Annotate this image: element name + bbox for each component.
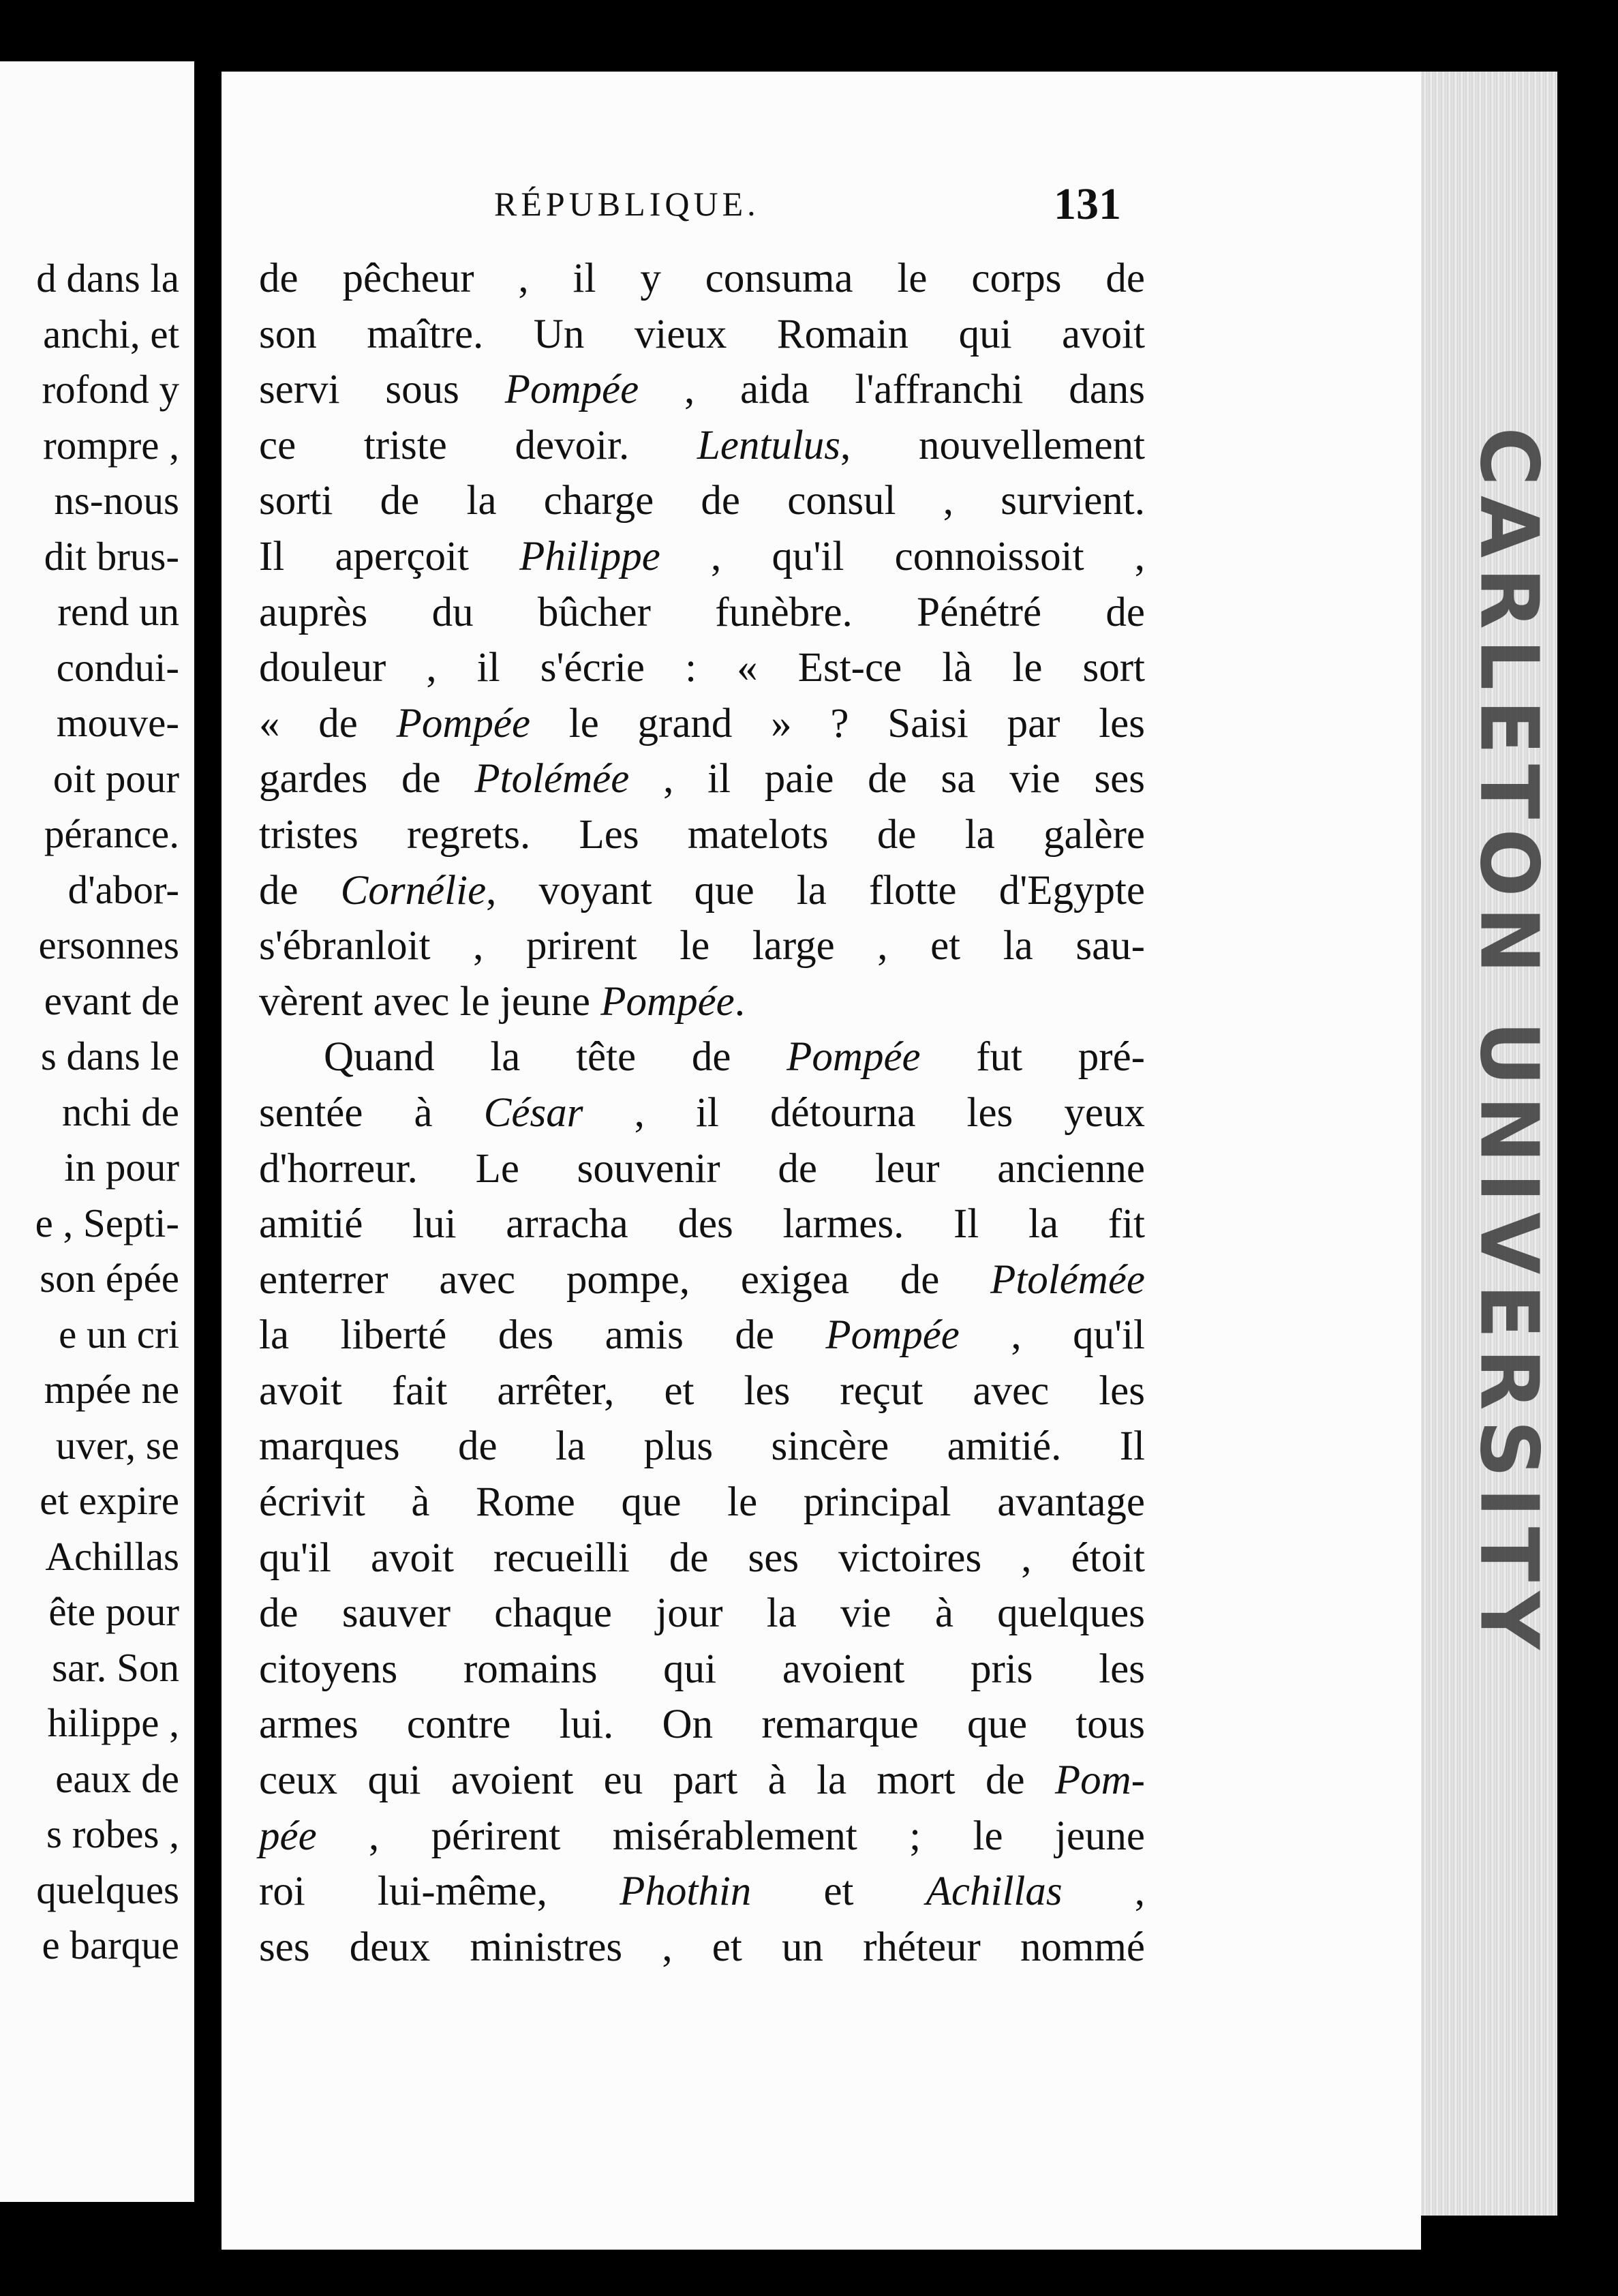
text-line bbox=[259, 1252, 1145, 1308]
text-run: sentée à bbox=[259, 1089, 484, 1136]
text-run: . bbox=[734, 978, 745, 1025]
text-line bbox=[259, 362, 1145, 418]
italic-name: Pompée bbox=[504, 367, 639, 413]
text-line bbox=[259, 863, 1145, 919]
text-line bbox=[259, 696, 1145, 752]
italic-name: Lentulus bbox=[697, 422, 841, 468]
text-line bbox=[259, 1864, 1145, 1920]
left-page-line: rompre , bbox=[43, 422, 179, 468]
italic-name: Pompée bbox=[787, 1034, 921, 1081]
text-run: servi sous bbox=[259, 367, 505, 413]
text-line bbox=[259, 1029, 1145, 1085]
text-run: amitié lui arracha des larmes. Il la fit bbox=[259, 1201, 1145, 1248]
text-run: s'ébranloit , prirent le large , et la sau- bbox=[259, 923, 1145, 969]
text-run: fut pré- bbox=[920, 1034, 1145, 1081]
text-run: son maître. Un vieux Romain qui avoit bbox=[259, 311, 1145, 357]
text-line bbox=[259, 1809, 1145, 1864]
text-line bbox=[259, 1697, 1145, 1753]
text-run: , nouvellement bbox=[840, 422, 1145, 468]
italic-name: César bbox=[483, 1089, 583, 1136]
left-page-line: dit brus- bbox=[44, 533, 179, 579]
text-line bbox=[259, 1586, 1145, 1642]
text-line bbox=[259, 640, 1145, 696]
left-page-line: mouve- bbox=[56, 700, 179, 745]
italic-name: Pompée bbox=[825, 1312, 960, 1359]
left-page-line: e , Septi- bbox=[35, 1200, 179, 1245]
left-page-line: uver, se bbox=[55, 1422, 179, 1468]
library-stamp-text: CARLETON UNIVERSITY bbox=[1463, 427, 1557, 1659]
left-page-line: condui- bbox=[56, 644, 179, 690]
left-page-line: anchi, et bbox=[43, 311, 179, 357]
italic-name: pée bbox=[259, 1813, 317, 1859]
left-page-line: d'abor- bbox=[67, 866, 179, 912]
text-line bbox=[259, 918, 1145, 974]
text-line bbox=[259, 974, 1145, 1030]
text-run: citoyens romains qui avoient pris les bbox=[259, 1646, 1145, 1692]
text-line bbox=[259, 1141, 1145, 1197]
left-page-line: et expire bbox=[40, 1478, 179, 1523]
left-page-line: rend un bbox=[57, 589, 179, 634]
text-run: marques de la plus sincère amitié. Il bbox=[259, 1423, 1145, 1470]
text-line bbox=[259, 807, 1145, 863]
italic-name: Ptolémée bbox=[474, 756, 630, 802]
text-run: le grand » ? Saisi par les bbox=[530, 700, 1145, 746]
text-run: d'horreur. Le souvenir de leur ancienne bbox=[259, 1145, 1145, 1192]
text-run: de pêcheur , il y consuma le corps de bbox=[259, 256, 1145, 301]
text-line bbox=[259, 1419, 1145, 1475]
text-run: , il détourna les yeux bbox=[583, 1089, 1145, 1136]
text-run: qu'il avoit recueilli de ses victoires , étoit bbox=[259, 1535, 1145, 1581]
italic-name: Phothin bbox=[620, 1869, 752, 1915]
left-page-line: d dans la bbox=[36, 256, 179, 301]
text-run: , aida l'affranchi dans bbox=[639, 367, 1146, 413]
text-run: et bbox=[751, 1869, 926, 1915]
left-page-line: pérance. bbox=[44, 811, 179, 856]
left-page-line: ersonnes bbox=[38, 922, 179, 967]
page-header bbox=[494, 179, 1176, 239]
text-line bbox=[259, 1308, 1145, 1363]
text-run: , il paie de sa vie ses bbox=[629, 756, 1145, 802]
running-head: RÉPUBLIQUE. bbox=[494, 185, 760, 223]
text-run: ceux qui avoient eu part à la mort de bbox=[259, 1757, 1055, 1804]
text-run: douleur , il s'écrie : « Est-ce là le sort bbox=[259, 645, 1145, 691]
text-run: ses deux ministres , et un rhéteur nommé bbox=[259, 1924, 1145, 1970]
text-run: sorti de la charge de consul , survient. bbox=[259, 478, 1145, 524]
text-line bbox=[259, 529, 1145, 585]
left-page-fragment bbox=[0, 61, 194, 2202]
text-line bbox=[259, 1475, 1145, 1530]
text-run: , qu'il connoissoit , bbox=[660, 533, 1145, 579]
text-line bbox=[259, 1753, 1145, 1809]
left-page-line: hilippe , bbox=[47, 1700, 179, 1745]
text-line bbox=[259, 251, 1145, 307]
text-line bbox=[259, 1196, 1145, 1252]
text-run: , bbox=[1062, 1869, 1145, 1915]
text-line bbox=[259, 1085, 1145, 1141]
left-page-line: s dans le bbox=[40, 1033, 179, 1078]
text-line bbox=[259, 418, 1145, 474]
text-run: tristes regrets. Les matelots de la galère bbox=[259, 811, 1145, 858]
left-page-line: s robes , bbox=[46, 1811, 179, 1856]
text-run: auprès du bûcher funèbre. Pénétré de bbox=[259, 589, 1145, 635]
left-page-text bbox=[35, 251, 179, 1974]
text-line bbox=[259, 307, 1145, 363]
text-run: ce triste devoir. bbox=[259, 422, 697, 468]
text-line bbox=[259, 1920, 1145, 1976]
body-text bbox=[259, 251, 1145, 1975]
text-line bbox=[259, 1363, 1145, 1419]
left-page-line: rofond y bbox=[42, 367, 179, 412]
italic-name: Pompée bbox=[396, 700, 531, 746]
text-run: roi lui-même, bbox=[259, 1869, 620, 1915]
left-page-line: e un cri bbox=[59, 1311, 179, 1357]
book-gutter bbox=[194, 48, 222, 2256]
left-page-line: nchi de bbox=[61, 1089, 179, 1134]
text-line bbox=[259, 585, 1145, 641]
text-run: de bbox=[259, 867, 341, 913]
italic-name: Pompée bbox=[600, 978, 735, 1025]
text-run: armes contre lui. On remarque que tous bbox=[259, 1702, 1145, 1748]
left-page-line: in pour bbox=[64, 1145, 179, 1190]
text-run: vèrent avec le jeune bbox=[259, 978, 601, 1025]
text-run: , périrent misérablement ; le jeune bbox=[316, 1813, 1145, 1859]
text-run: , voyant que la flotte d'Egypte bbox=[486, 867, 1145, 913]
left-page-line: Achillas bbox=[45, 1533, 179, 1579]
left-page-line: quelques bbox=[36, 1867, 179, 1912]
text-line bbox=[259, 751, 1145, 807]
italic-name: Cornélie bbox=[340, 867, 487, 913]
italic-name: Ptolémée bbox=[990, 1256, 1145, 1303]
italic-name: Pom- bbox=[1054, 1757, 1145, 1804]
text-line bbox=[259, 1642, 1145, 1697]
left-page-line: eaux de bbox=[55, 1755, 179, 1801]
library-stamp bbox=[1459, 427, 1561, 1659]
text-run: la liberté des amis de bbox=[259, 1312, 826, 1359]
text-run: enterrer avec pompe, exigea de bbox=[259, 1256, 991, 1303]
left-page-line: ête pour bbox=[48, 1589, 179, 1634]
left-page-line: mpée ne bbox=[44, 1367, 179, 1412]
text-line bbox=[259, 473, 1145, 529]
text-run: , qu'il bbox=[959, 1312, 1145, 1359]
left-page-line: sar. Son bbox=[52, 1644, 179, 1690]
left-page-line: oit pour bbox=[52, 755, 179, 801]
italic-name: Philippe bbox=[519, 533, 660, 579]
left-page-line: e barque bbox=[42, 1922, 179, 1967]
text-run: de sauver chaque jour la vie à quelques bbox=[259, 1590, 1145, 1637]
text-line bbox=[259, 1530, 1145, 1586]
left-page-line: ns-nous bbox=[54, 478, 179, 523]
text-run: gardes de bbox=[259, 756, 475, 802]
text-run: Quand la tête de bbox=[324, 1034, 787, 1081]
text-run: Il aperçoit bbox=[259, 533, 520, 579]
left-page-line: evant de bbox=[44, 978, 179, 1023]
text-run: écrivit à Rome que le principal avantage bbox=[259, 1479, 1145, 1526]
text-run: « de bbox=[259, 700, 397, 746]
left-page-line: son épée bbox=[40, 1256, 179, 1301]
text-run: avoit fait arrêter, et les reçut avec les bbox=[259, 1368, 1145, 1414]
italic-name: Achillas bbox=[926, 1869, 1063, 1915]
page-number: 131 bbox=[1054, 179, 1121, 229]
